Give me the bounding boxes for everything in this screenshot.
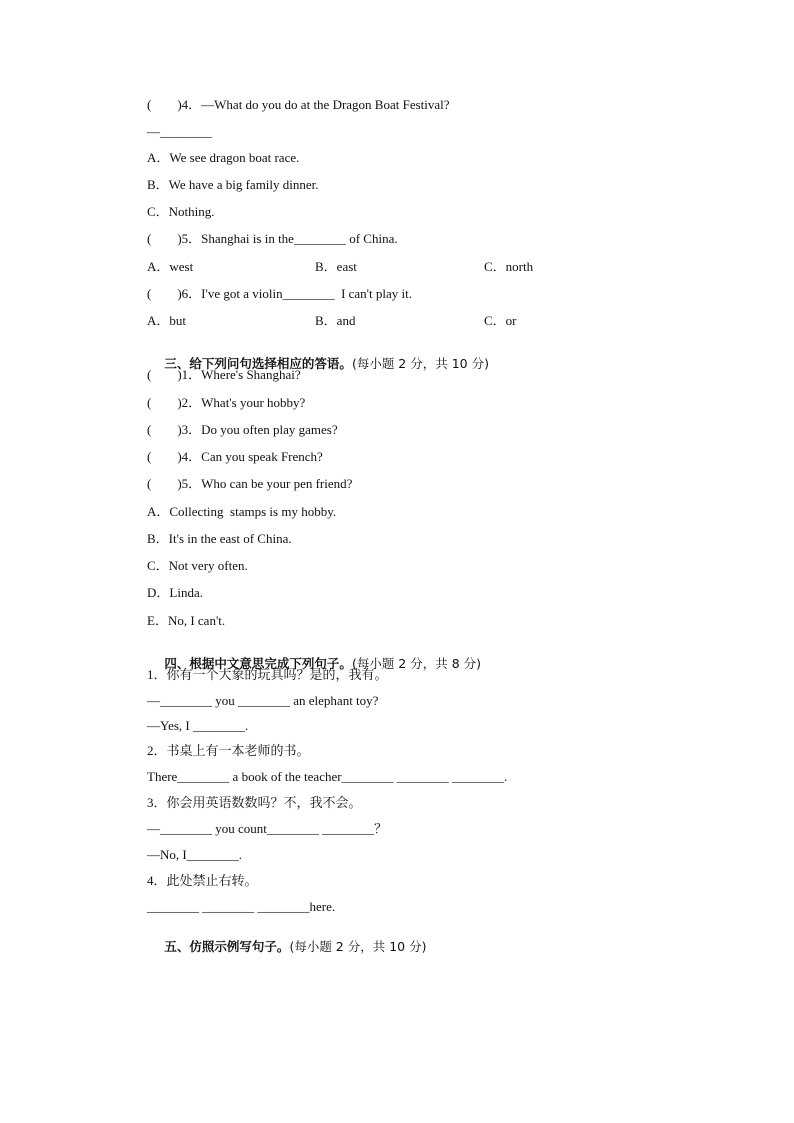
section-5-title: 五、仿照示例写句子。 <box>164 939 290 954</box>
question-4: ( )4．—What do you do at the Dragon Boat Festival? <box>147 97 450 112</box>
question-4-option-c: C．Nothing. <box>147 204 215 219</box>
question-5: ( )5．Shanghai is in the________ of China. <box>147 231 398 246</box>
section-4-item-2: 2．书桌上有一本老师的书。 <box>147 743 310 758</box>
question-6-option-a: A．but <box>147 313 187 328</box>
section-4-score: (每小题 2 分，共 8 分) <box>351 656 481 671</box>
section-3-question-4: ( )4．Can you speak French? <box>147 449 323 464</box>
section-3-answer-e: E．No, I can't. <box>147 613 226 628</box>
section-4-item-3: 3．你会用英语数数吗？不，我不会。 <box>147 795 362 810</box>
question-6-option-c: C．or <box>484 313 517 328</box>
section-3-title: 三、给下列问句选择相应的答语。 <box>164 356 352 371</box>
question-4-reply-blank: —________ <box>147 124 212 139</box>
section-4-title: 四、根据中文意思完成下列句子。 <box>164 656 352 671</box>
section-4-line: —________ you ________ an elephant toy? <box>147 693 379 708</box>
section-4-item-1: 1．你有一个大象的玩具吗？是的，我有。 <box>147 667 388 682</box>
section-3-question-5: ( )5．Who can be your pen friend? <box>147 476 353 491</box>
question-5-option-a: A．west <box>147 259 194 274</box>
section-4-line: —Yes, I ________. <box>147 718 249 733</box>
section-3-answer-c: C．Not very often. <box>147 558 248 573</box>
question-5-option-c: C．north <box>484 259 534 274</box>
question-6: ( )6．I've got a violin________ I can't play it. <box>147 286 412 301</box>
section-3-question-2: ( )2．What's your hobby? <box>147 395 306 410</box>
section-4-line: ________ ________ ________here. <box>147 899 336 914</box>
section-4-item-4: 4．此处禁止右转。 <box>147 873 258 888</box>
section-3-question-3: ( )3．Do you often play games? <box>147 422 338 437</box>
section-5-score: (每小题 2 分，共 10 分) <box>289 939 427 954</box>
question-5-option-b: B．east <box>315 259 357 274</box>
section-4-line: —No, I________. <box>147 847 242 862</box>
section-3-question-1: ( )1．Where's Shanghai? <box>147 367 301 382</box>
question-4-option-b: B．We have a big family dinner. <box>147 177 319 192</box>
section-4-line: —________ you count________ ________？ <box>147 821 388 836</box>
section-3-score: (每小题 2 分，共 10 分) <box>351 356 489 371</box>
section-3-answer-b: B．It's in the east of China. <box>147 531 292 546</box>
question-6-option-b: B．and <box>315 313 356 328</box>
section-3-answer-a: A．Collecting stamps is my hobby. <box>147 504 337 519</box>
question-4-option-a: A．We see dragon boat race. <box>147 150 300 165</box>
section-5-heading <box>147 923 426 971</box>
section-4-line: There________ a book of the teacher________ ________ ________. <box>147 769 508 784</box>
section-3-answer-d: D．Linda. <box>147 585 203 600</box>
